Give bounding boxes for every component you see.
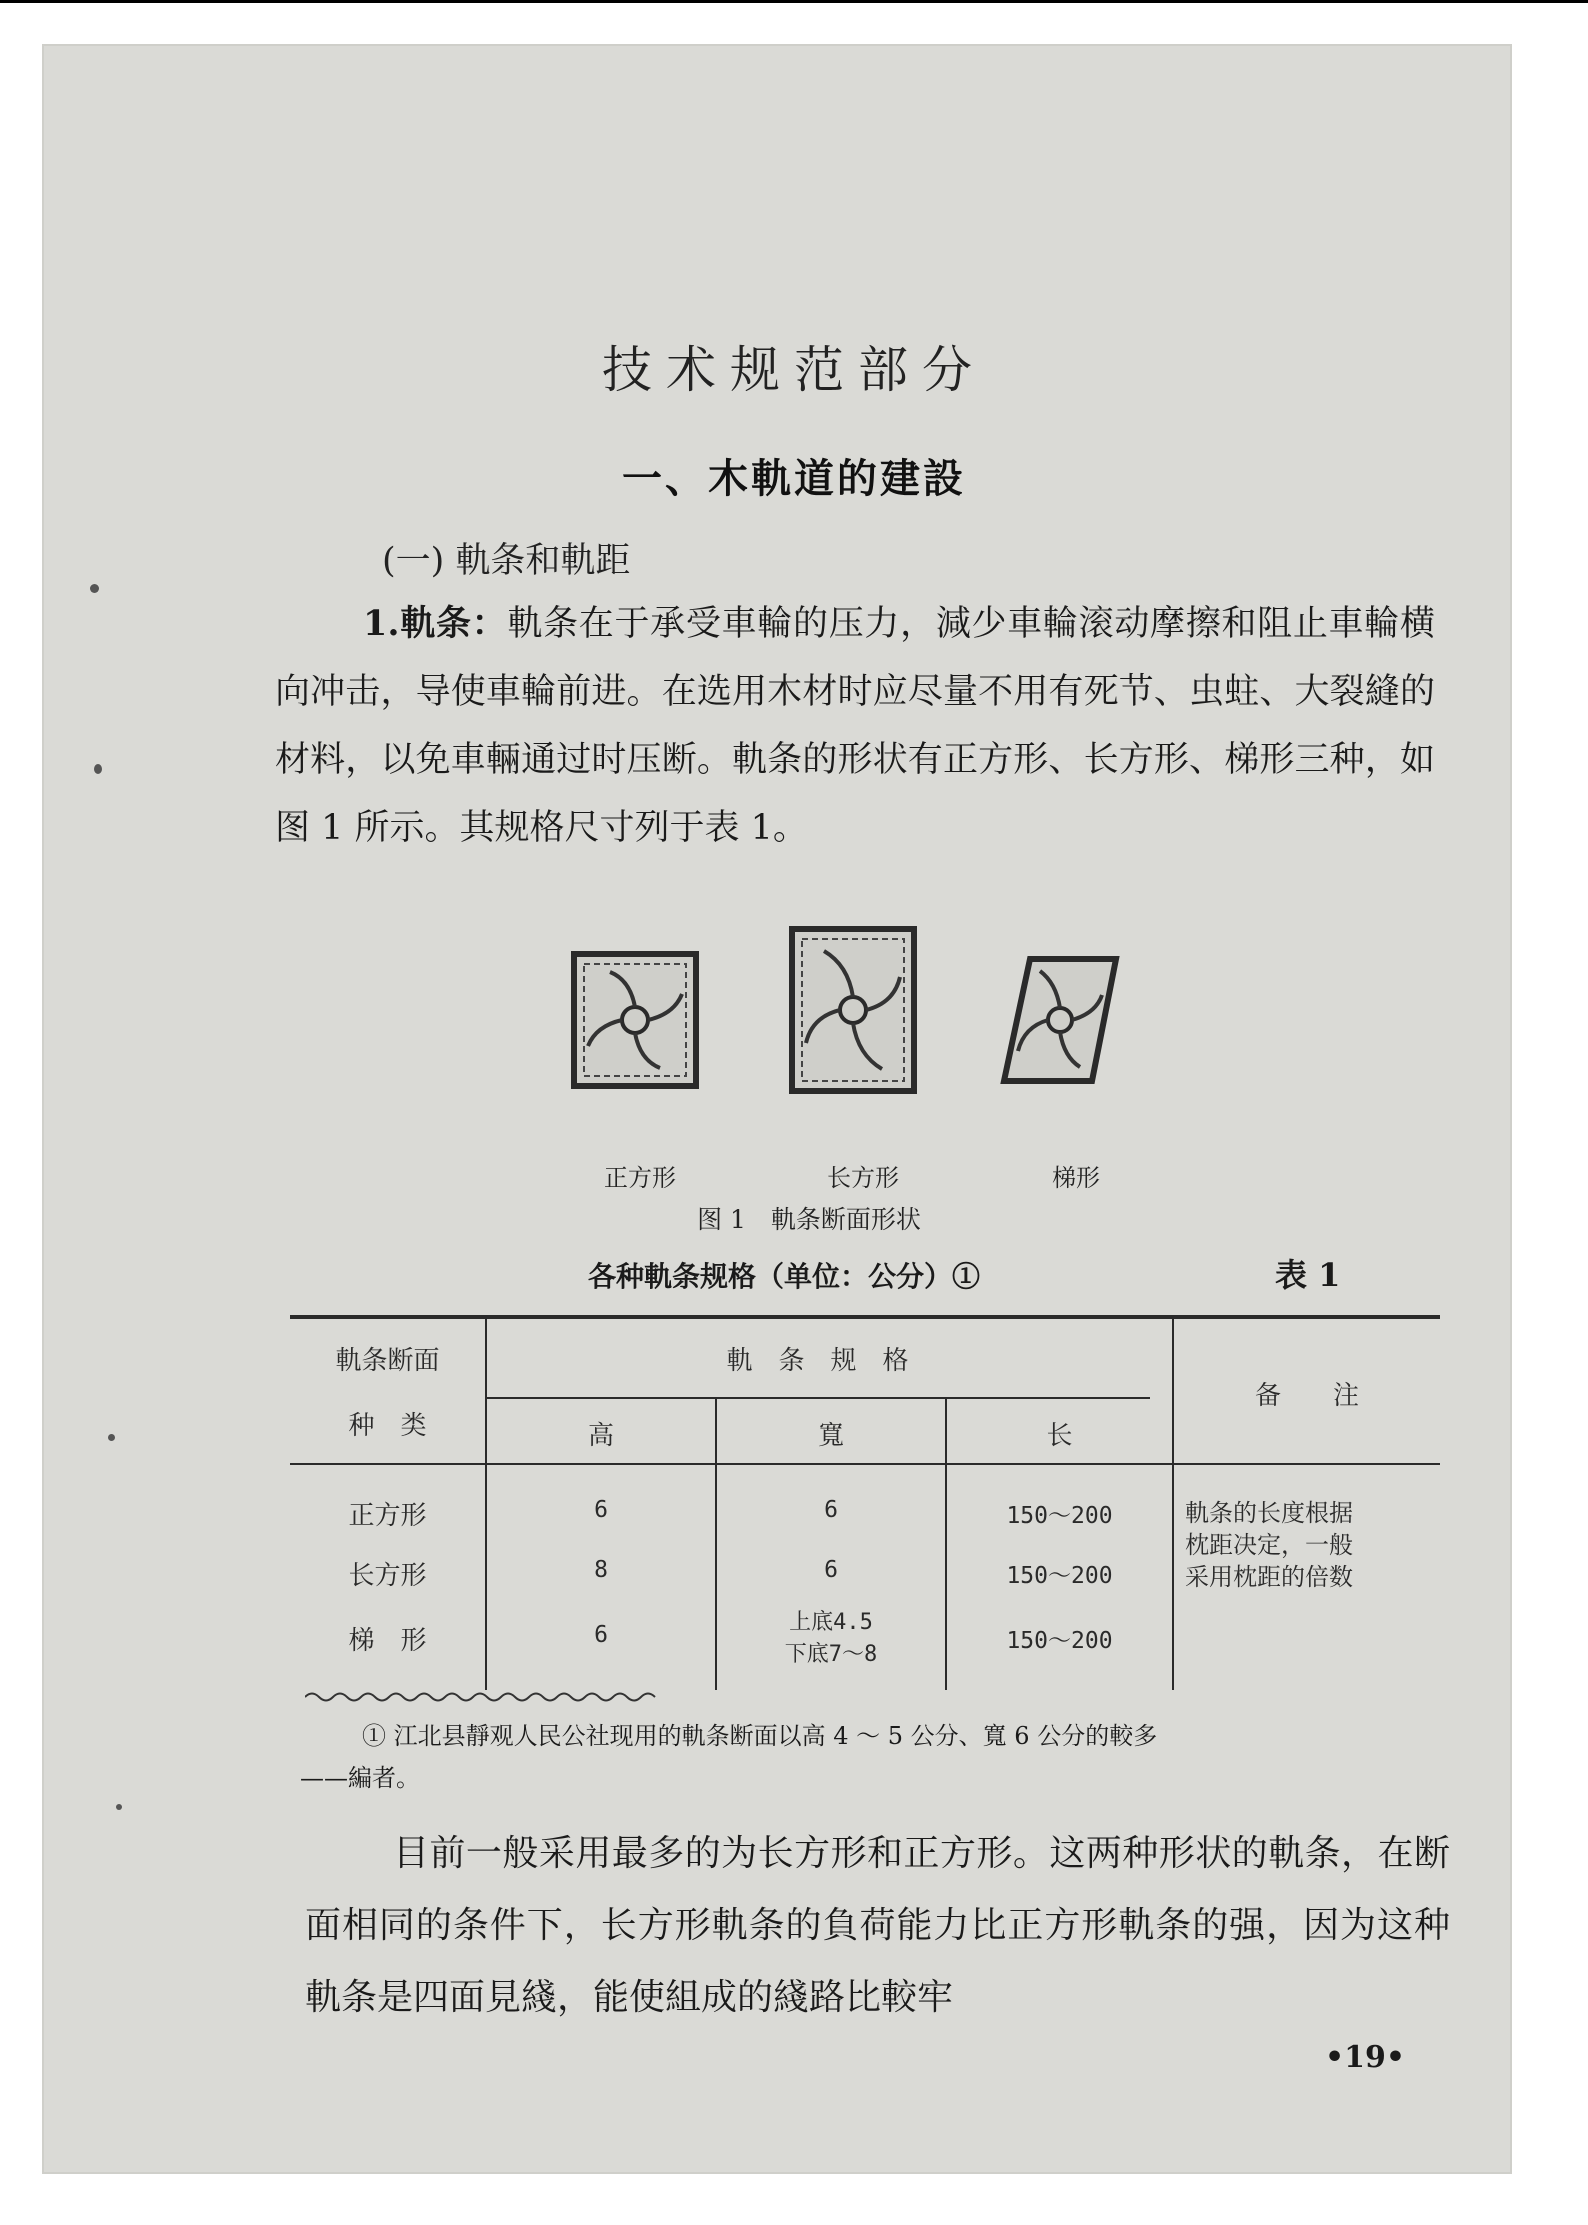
subsection-heading: (一) 軌条和軌距: [382, 541, 631, 581]
page-number: •19•: [1325, 2040, 1406, 2075]
table-spec-rule: [485, 1397, 1150, 1399]
row-type: 正方形: [348, 1501, 427, 1531]
row-height: 6: [594, 1622, 608, 1648]
row-width-bottom: 下底7～8: [784, 1642, 878, 1667]
table-caption: 各种軌条规格（单位：公分）①: [588, 1260, 981, 1293]
footnote-separator: [305, 1690, 665, 1704]
row-length: 150～200: [1006, 1628, 1113, 1654]
row-type: 长方形: [348, 1561, 427, 1591]
header-spec-group: 軌 条 规 格: [726, 1346, 909, 1376]
section-title: 技术规范部分: [602, 341, 986, 399]
paragraph-text: 軌条在于承受車輪的压力，減少車輪滚动摩擦和阻止車輪横向冲击，导使車輪前进。在选用木材时应尽量不用有死节、虫蛀、大裂縫的材料，以免車輛通过时压断。軌条的形状有正方形、长方形、梯形三种，如图 1 所示。其规格尺寸列于表 1。: [275, 604, 1435, 848]
row-width-top: 上底4.5: [789, 1610, 873, 1635]
row-height: 8: [594, 1557, 608, 1583]
footnote-line2: ——編者。: [300, 1764, 420, 1792]
figure-label-square: 正方形: [604, 1164, 676, 1192]
paragraph-rail: [275, 590, 1435, 862]
header-section-type-line1: 軌条断面: [335, 1346, 440, 1376]
paper-fleck: [116, 1804, 122, 1810]
remarks-line: 采用枕距的倍数: [1185, 1563, 1353, 1591]
scan-top-border: [0, 0, 1588, 3]
remarks-line: 軌条的长度根据: [1185, 1499, 1353, 1527]
row-type: 梯 形: [348, 1626, 427, 1656]
header-length: 长: [1046, 1421, 1073, 1451]
header-remarks: 备 注: [1254, 1381, 1359, 1411]
header-section-type-line2: 种 类: [348, 1411, 427, 1441]
table-number: 表 1: [1275, 1256, 1341, 1294]
paragraph-shapes: [305, 1818, 1450, 2034]
chapter-heading: 一、木軌道的建設: [622, 455, 966, 502]
row-width: 6: [824, 1497, 838, 1523]
remarks-line: 枕距决定，一般: [1185, 1531, 1353, 1559]
table-header-rule: [290, 1463, 1440, 1465]
figure-caption: 图 1 軌条断面形状: [697, 1205, 921, 1234]
rail-spec-table: [290, 1315, 1440, 1690]
figure-label-rectangle: 长方形: [827, 1164, 899, 1192]
row-height: 6: [594, 1497, 608, 1523]
figure-rail-sections: [560, 925, 1120, 1125]
header-height: 高: [587, 1421, 614, 1451]
footnote-line1: ① 江北县靜观人民公社现用的軌条断面以高 4 ～ 5 公分、寬 6 公分的較多: [362, 1722, 1158, 1750]
trapezoid-section-icon: [1000, 955, 1120, 1085]
square-section-icon: [570, 950, 700, 1090]
paragraph2-text: 目前一般采用最多的为长方形和正方形。这两种形状的軌条，在断面相同的条件下，长方形軌条的負荷能力比正方形軌条的强，因为这种軌条是四面見綫，能使組成的綫路比較牢: [305, 1833, 1450, 2018]
table-top-rule: [290, 1315, 1440, 1319]
row-length: 150～200: [1006, 1563, 1113, 1589]
rectangle-section-icon: [788, 925, 918, 1095]
paper-fleck: [94, 764, 102, 774]
paper-fleck: [90, 584, 99, 593]
row-width: 6: [824, 1557, 838, 1583]
header-width: 寬: [817, 1421, 844, 1451]
paper-fleck: [108, 1434, 115, 1441]
footnote: [300, 1715, 1450, 1799]
row-length: 150～200: [1006, 1503, 1113, 1529]
figure-label-trapezoid: 梯形: [1052, 1164, 1100, 1192]
paragraph-lead: 1.軌条：: [363, 603, 508, 644]
